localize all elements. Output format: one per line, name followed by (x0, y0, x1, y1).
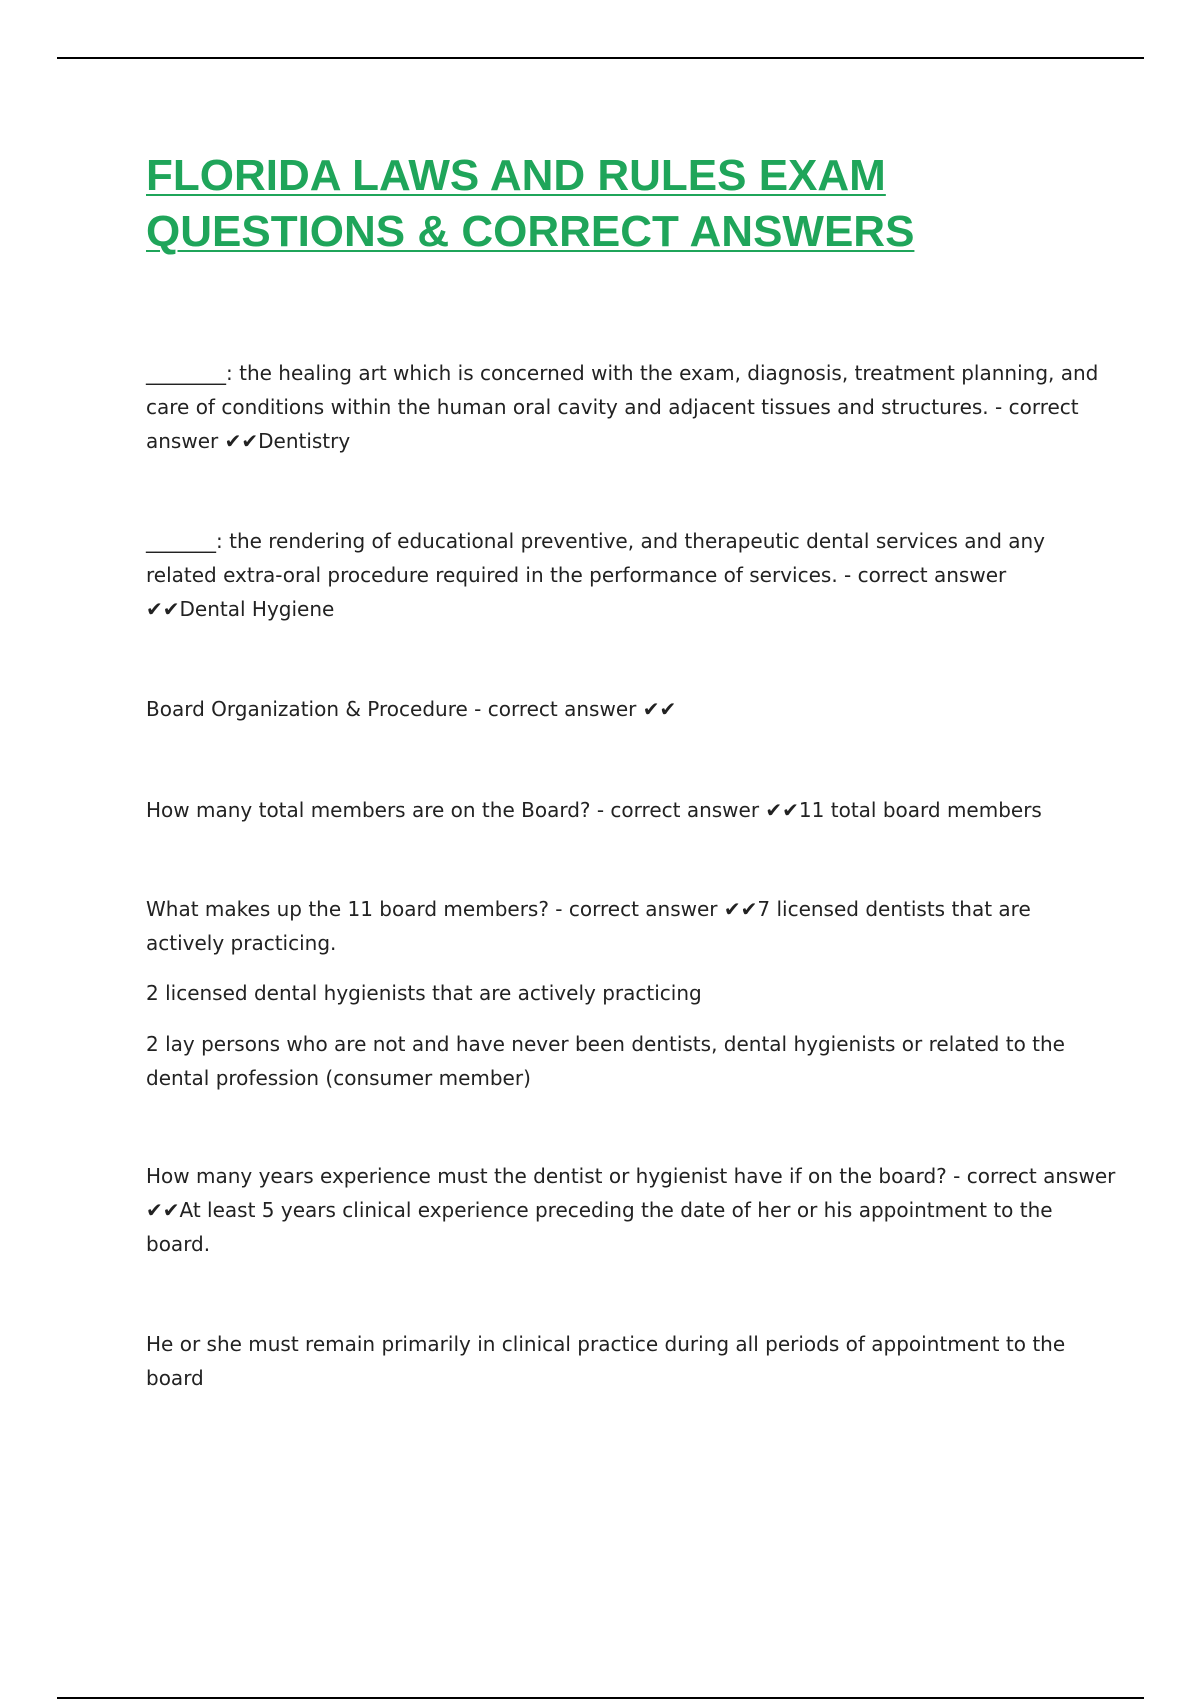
text-line: board. (146, 1232, 211, 1256)
qa-paragraph-clinical-practice (146, 1327, 1065, 1395)
qa-paragraph-hygienists (146, 976, 702, 1010)
qa-paragraph-total-members (146, 793, 1042, 827)
text-line: ✔✔At least 5 years clinical experience preceding the date of her or his appointment to the (146, 1198, 1053, 1222)
text-line: How many total members are on the Board? - correct answer ✔✔11 total board members (146, 798, 1042, 822)
text-line: ✔✔Dental Hygiene (146, 597, 335, 621)
document-title (146, 148, 1096, 260)
text-line: board (146, 1366, 204, 1390)
text-line: He or she must remain primarily in clinical practice during all periods of appointment to the (146, 1332, 1066, 1356)
document-body (146, 148, 1116, 1390)
title-line: FLORIDA LAWS AND RULES EXAM (146, 151, 886, 200)
text-line: care of conditions within the human oral cavity and adjacent tissues and structures. - correct (146, 395, 1079, 419)
text-line: How many years experience must the dentist or hygienist have if on the board? - correct answer (146, 1164, 1116, 1188)
text-line: actively practicing. (146, 931, 337, 955)
text-line: 2 licensed dental hygienists that are actively practicing (146, 981, 702, 1005)
qa-paragraph-years-experience (146, 1159, 1115, 1261)
text-line: 2 lay persons who are not and have never been dentists, dental hygienists or related to the (146, 1032, 1065, 1056)
qa-paragraph-dental-hygiene (146, 524, 1045, 626)
qa-paragraph-dentistry (146, 356, 1098, 458)
qa-paragraph-board-composition (146, 892, 1031, 960)
text-line: dental profession (consumer member) (146, 1066, 531, 1090)
text-line: answer ✔✔Dentistry (146, 429, 351, 453)
title-line: QUESTIONS & CORRECT ANSWERS (146, 207, 915, 256)
top-rule (57, 57, 1144, 59)
text-line: related extra-oral procedure required in the performance of services. - correct answer (146, 563, 1007, 587)
text-line: Board Organization & Procedure - correct answer ✔✔ (146, 697, 677, 721)
qa-paragraph-lay-persons (146, 1027, 1065, 1095)
qa-paragraph-board-organization (146, 692, 676, 726)
text-line: _______: the rendering of educational preventive, and therapeutic dental services and any (146, 529, 1046, 553)
text-line: What makes up the 11 board members? - correct answer ✔✔7 licensed dentists that are (146, 897, 1031, 921)
bottom-rule (57, 1697, 1144, 1699)
text-line: ________: the healing art which is concerned with the exam, diagnosis, treatment planning, and (146, 361, 1099, 385)
